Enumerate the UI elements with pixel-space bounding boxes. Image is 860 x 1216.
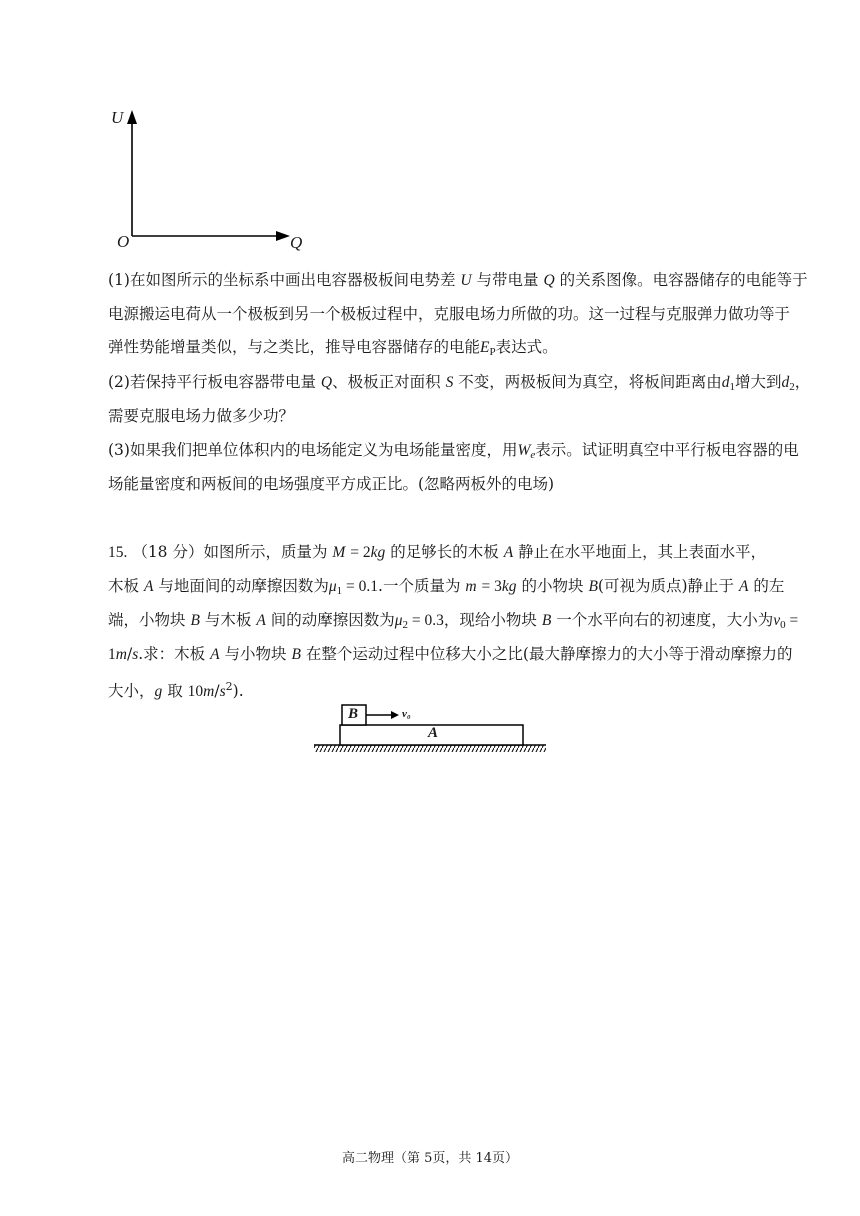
q15-line3: 端，小物块 B 与木板 A 间的动摩擦因数为$\mu_2 = 0.3$，现给小物块 B 一个水平向右的初速度，大小为$v_0$ = — [108, 611, 799, 631]
ground-hatch — [314, 745, 546, 752]
q14-p1-line3: 弹性势能增量类似，与之类比，推导电容器储存的电能$E_P$表达式。 — [108, 338, 558, 358]
q14-p1-line2: 电源搬运电荷从一个极板到另一个极板过程中，克服电场力所做的功。这一过程与克服弹力做功等于 — [108, 305, 791, 323]
x-axis-arrow — [276, 231, 290, 241]
y-axis-label: U — [111, 108, 124, 127]
q15-line5: 大小，g 取 $10m/s^2$). — [108, 680, 244, 700]
page-footer: 高二物理（第 5页，共 14页） — [341, 1151, 519, 1166]
u-q-graph — [100, 100, 320, 260]
q15-line4: 1m/s.求：木板 A 与小物块 B 在整个运动过程中位移大小之比(最大静摩擦力的大小等于滑动摩擦力的 — [108, 645, 793, 663]
q14-p2-line2: 需要克服电场力做多少功？ — [108, 407, 295, 425]
q14-p1-line1: (1)在如图所示的坐标系中画出电容器极板间电势差 U 与带电量 Q 的关系图像。电容器储存的电能等于 — [108, 271, 808, 289]
q15-line2: 木板 A 与地面间的动摩擦因数为$\mu_1 = 0.1$.一个质量为 m = 3kg 的小物块 B(可视为质点)静止于 A 的左 — [108, 577, 785, 597]
velocity-arrowhead — [391, 711, 399, 719]
q14-p3-line1: (3)如果我们把单位体积内的电场能定义为电场能量密度，用$W_e$表示。试证明真空中平行板电容器的电 — [108, 441, 799, 461]
velocity-label: v₀ — [402, 708, 411, 720]
q14-p2-line1: (2)若保持平行板电容器带电量 Q、极板正对面积 S 不变，两极板间为真空，将板间距离由$d_1$增大到$d_2$， — [108, 373, 811, 393]
y-axis-arrow — [127, 110, 137, 124]
origin-label: O — [117, 232, 130, 251]
q14-p3-line2: 场能量密度和两板间的电场强度平方成正比。(忽略两板外的电场) — [108, 475, 555, 493]
q15-line1: 15. （18 分）如图所示，质量为 M = 2kg 的足够长的木板 A 静止在水平地面上，其上表面水平， — [108, 543, 767, 561]
board-label: A — [428, 725, 439, 741]
x-axis-label: Q — [290, 233, 303, 252]
question-number: 15. — [108, 544, 128, 561]
question-score: （18 分） — [132, 543, 204, 561]
block-label: B — [348, 706, 359, 722]
